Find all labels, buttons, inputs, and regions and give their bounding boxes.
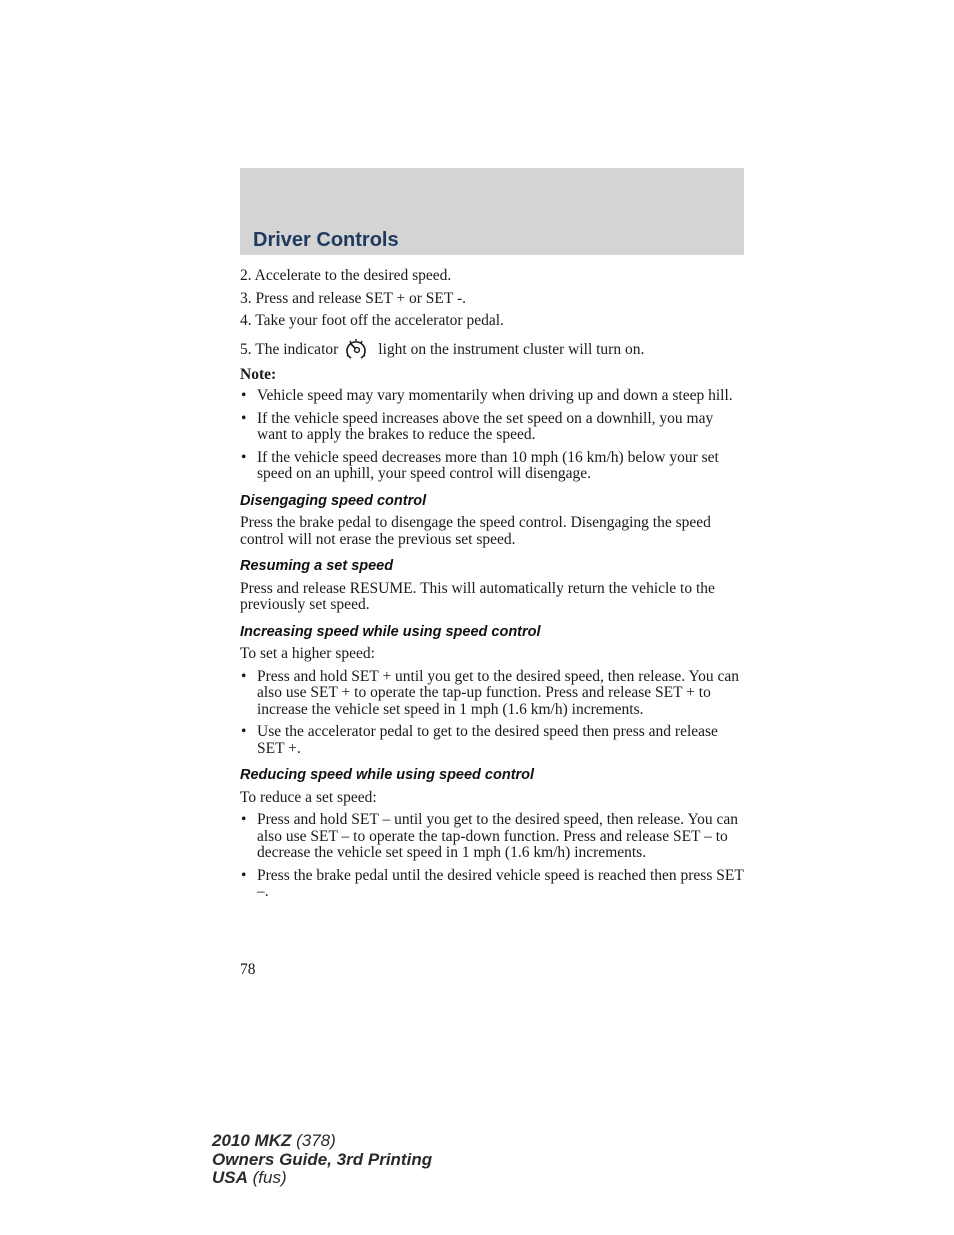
footer-line-3 [212,1169,432,1188]
list-item: • Press and hold SET – until you get to the desired speed, then release. You can also use SET – to operate the tap-down function. Press and release SET – to decrease the vehicle set speed in 1 mph (1.6 km/h) increments. [240,812,744,862]
list-item: • Press and hold SET + until you get to the desired speed, then release. You can also use SET + to operate the tap-up function. Press and release SET + to increase the vehicle set speed in 1 mph (1.6 km/h) increments. [240,669,744,719]
list-item: • Press the brake pedal until the desired vehicle speed is reached then press SET –. [240,868,744,901]
footer-region: USA [212,1168,248,1187]
footer-line-2 [212,1151,432,1170]
footer-imprint [212,1132,432,1188]
list-item: • Use the accelerator pedal to get to the desired speed then press and release SET +. [240,724,744,757]
resuming-heading: Resuming a set speed [240,558,394,574]
reducing-list [240,812,744,901]
section-header-band [240,168,744,255]
increasing-intro: To set a higher speed: [240,645,375,662]
speed-control-indicator-icon [344,338,368,360]
disengaging-text: Press the brake pedal to disengage the speed control. Disengaging the speed control will not erase the previous set speed. [240,514,711,548]
step-5 [240,338,744,360]
list-item: • If the vehicle speed increases above the set speed on a downhill, you may want to apply the brakes to reduce the speed. [240,411,744,444]
step-3: 3. Press and release SET + or SET -. [240,289,466,307]
footer-model: 2010 MKZ [212,1131,292,1150]
step-5-text-before: 5. The indicator [240,340,339,358]
footer-guide: Owners Guide, 3rd Printing [212,1149,433,1169]
notes-list [240,388,744,483]
reducing-heading: Reducing speed while using speed control [240,767,535,783]
step-4: 4. Take your foot off the accelerator pedal. [240,312,504,329]
reducing-intro: To reduce a set speed: [240,788,377,806]
footer-model-code: (378) [296,1131,336,1150]
footer-line-1 [212,1132,432,1151]
list-item: • Vehicle speed may vary momentarily when driving up and down a steep hill. [240,388,744,405]
disengaging-heading: Disengaging speed control [240,492,427,509]
note-label: Note: [240,365,277,383]
resuming-text: Press and release RESUME. This will automatically return the vehicle to the previously set speed. [240,579,715,613]
step-2: 2. Accelerate to the desired speed. [240,267,452,284]
increasing-heading: Increasing speed while using speed control [240,623,541,640]
page-content [240,268,744,907]
page-number: 78 [240,961,256,978]
increasing-list [240,669,744,758]
footer-region-code: (fus) [252,1168,287,1187]
step-5-text-after: light on the instrument cluster will turn on. [378,340,645,358]
section-title: Driver Controls [253,229,399,251]
list-item: • If the vehicle speed decreases more than 10 mph (16 km/h) below your set speed on an uphill, your speed control will disengage. [240,450,744,483]
